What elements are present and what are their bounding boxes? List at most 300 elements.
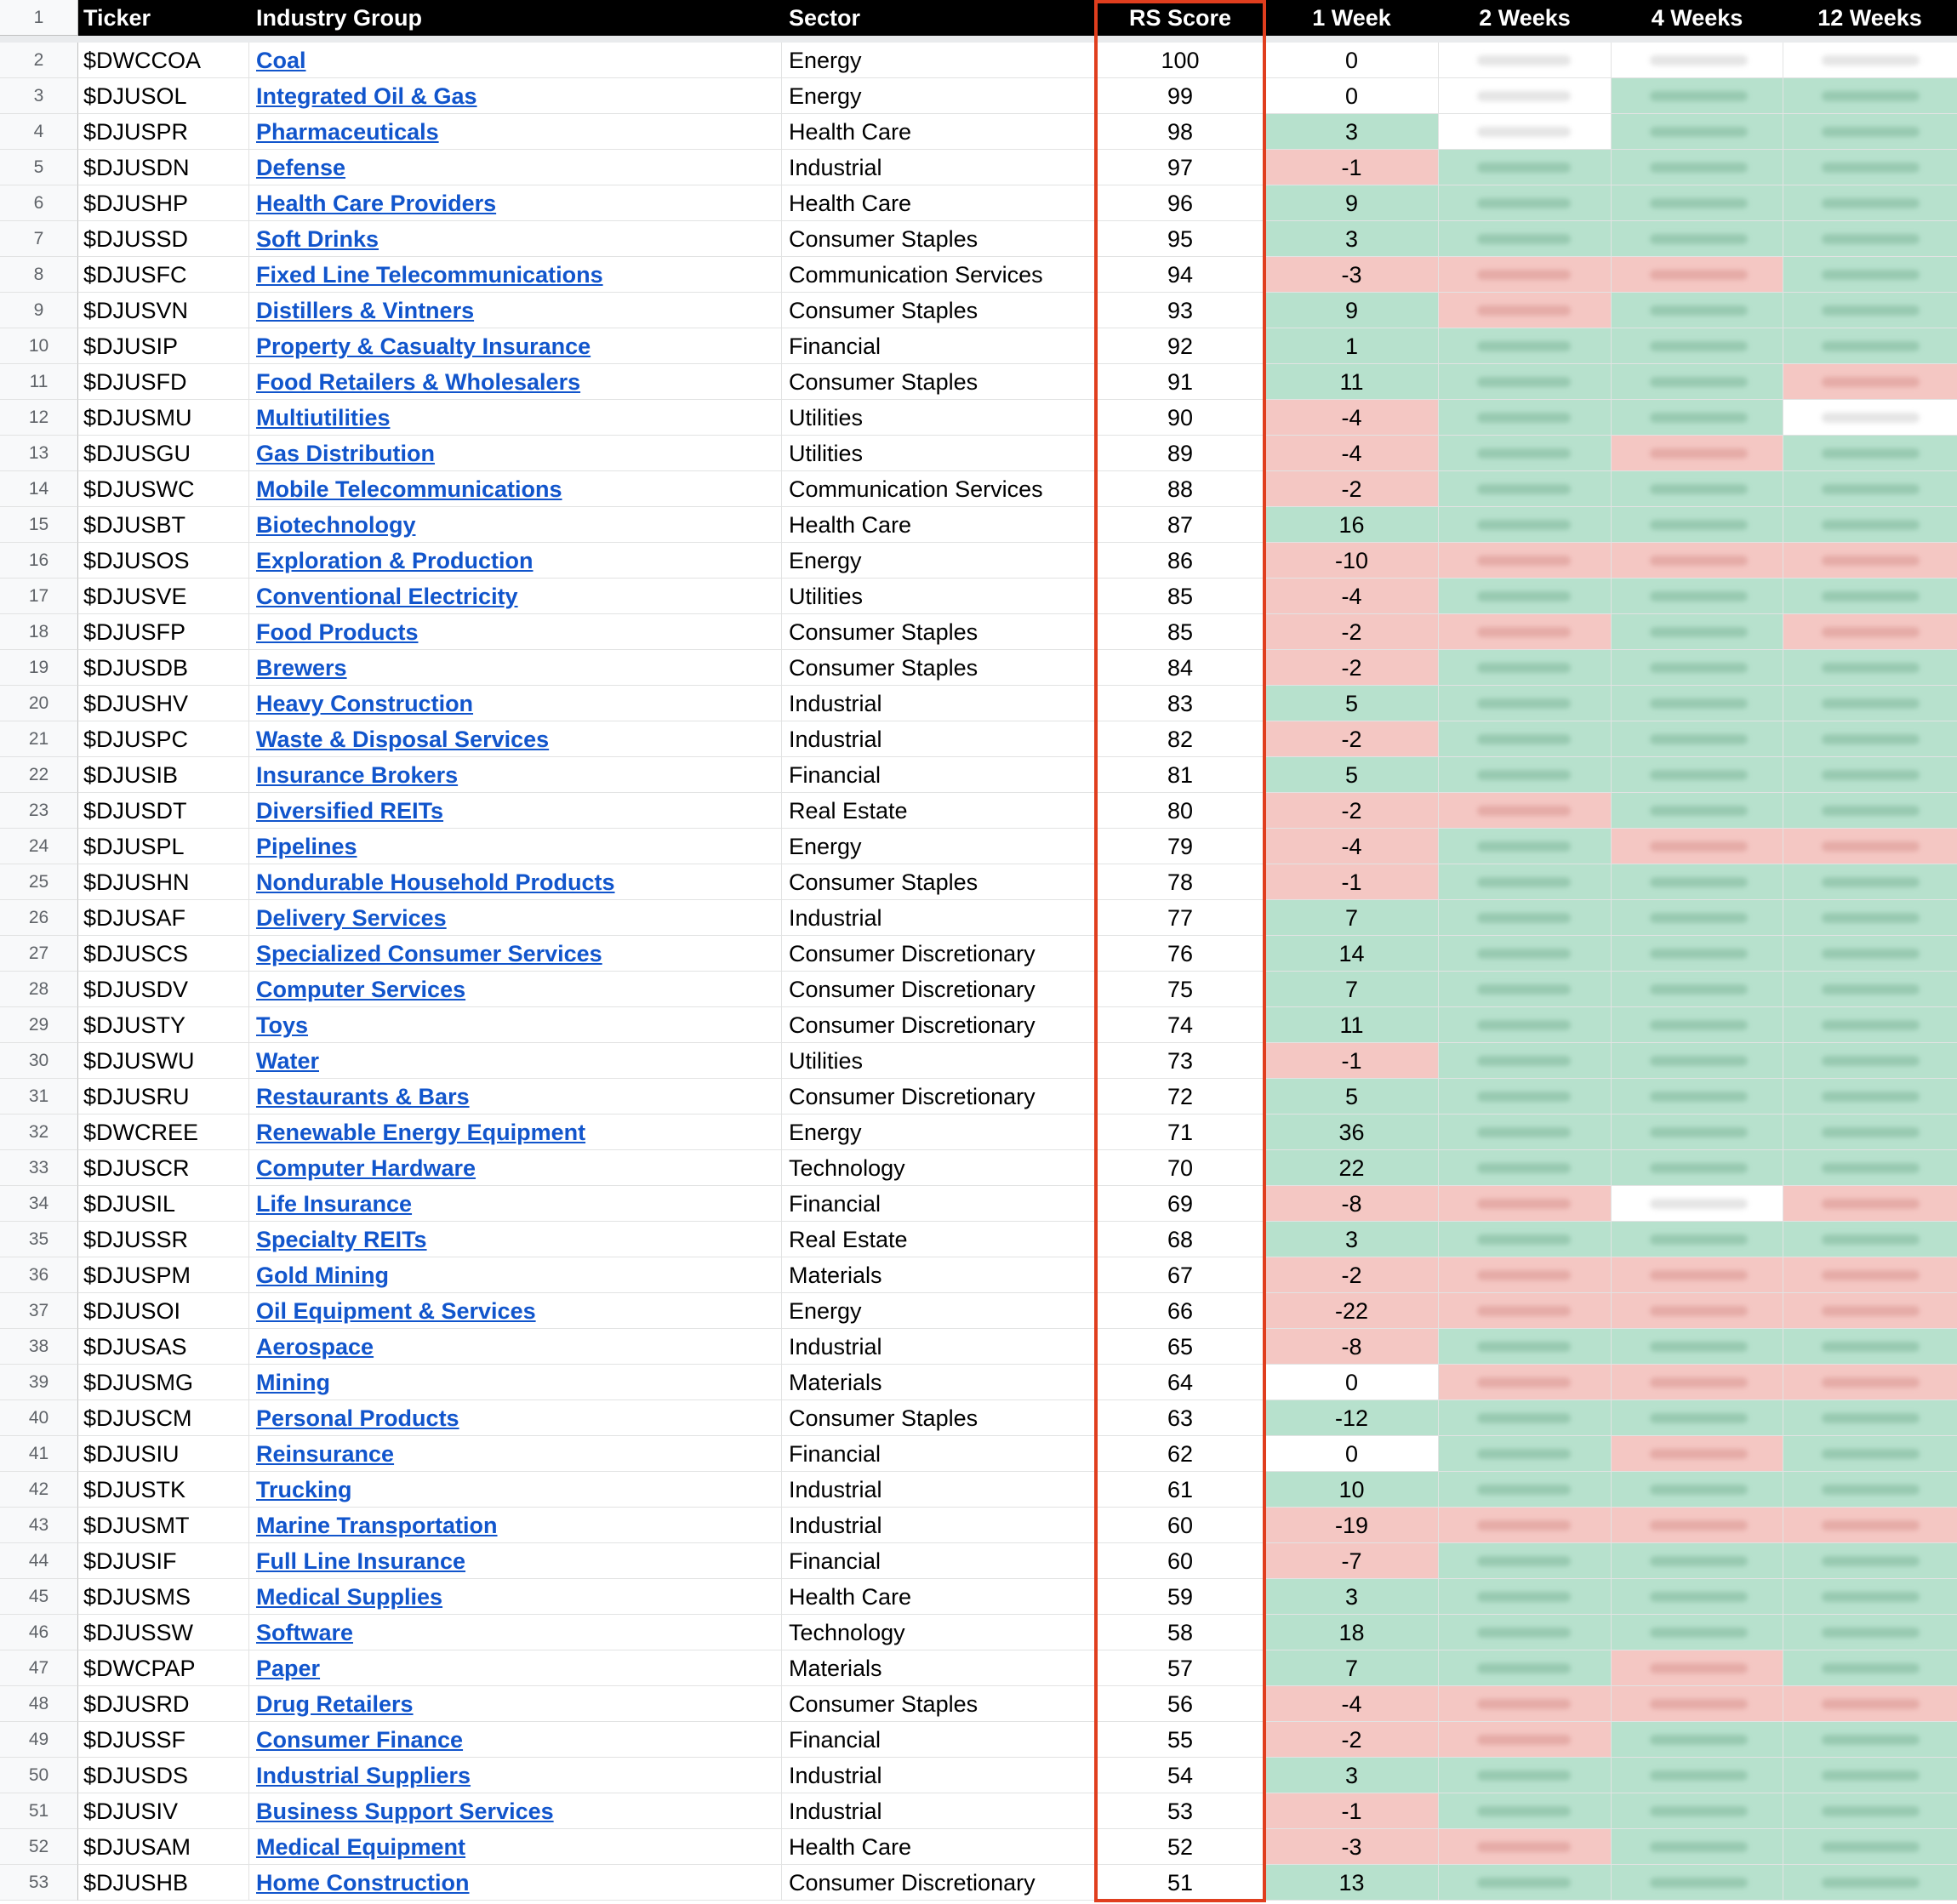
industry-group-cell[interactable] [249, 150, 782, 185]
sector-cell[interactable]: Financial [782, 1722, 1096, 1758]
ticker-cell[interactable]: $DJUSFP [78, 614, 249, 650]
week-1-change-cell[interactable]: -1 [1265, 1043, 1439, 1079]
week-1-change-cell[interactable]: -2 [1265, 1257, 1439, 1293]
ticker-cell[interactable]: $DJUSRU [78, 1079, 249, 1114]
week-12-change-cell[interactable] [1783, 257, 1957, 293]
rs-score-cell[interactable]: 57 [1096, 1650, 1265, 1686]
week-12-change-cell[interactable] [1783, 1686, 1957, 1722]
week-2-change-cell[interactable] [1439, 1186, 1612, 1222]
week-4-change-cell[interactable] [1612, 221, 1783, 257]
week-2-change-cell[interactable] [1439, 1150, 1612, 1186]
ticker-cell[interactable]: $DJUSWU [78, 1043, 249, 1079]
rs-score-cell[interactable]: 59 [1096, 1579, 1265, 1615]
row-number[interactable]: 3 [0, 78, 78, 114]
sector-cell[interactable]: Energy [782, 43, 1096, 78]
column-header-sector[interactable]: Sector [782, 0, 1096, 36]
rs-score-cell[interactable]: 60 [1096, 1543, 1265, 1579]
week-1-change-cell[interactable]: 11 [1265, 364, 1439, 400]
ticker-cell[interactable]: $DJUSSF [78, 1722, 249, 1758]
industry-group-cell[interactable] [249, 1579, 782, 1615]
rs-score-cell[interactable]: 79 [1096, 829, 1265, 864]
row-number[interactable]: 5 [0, 150, 78, 185]
ticker-cell[interactable]: $DJUSMS [78, 1579, 249, 1615]
week-12-change-cell[interactable] [1783, 1150, 1957, 1186]
industry-group-cell[interactable] [249, 864, 782, 900]
sector-cell[interactable]: Real Estate [782, 1222, 1096, 1257]
week-4-change-cell[interactable] [1612, 1114, 1783, 1150]
week-2-change-cell[interactable] [1439, 793, 1612, 829]
ticker-cell[interactable]: $DJUSHN [78, 864, 249, 900]
industry-group-cell[interactable] [249, 579, 782, 614]
week-2-change-cell[interactable] [1439, 543, 1612, 579]
week-12-change-cell[interactable] [1783, 1079, 1957, 1114]
week-12-change-cell[interactable] [1783, 1543, 1957, 1579]
row-number[interactable]: 11 [0, 364, 78, 400]
row-number[interactable]: 19 [0, 650, 78, 686]
week-1-change-cell[interactable]: 7 [1265, 972, 1439, 1007]
week-1-change-cell[interactable]: 5 [1265, 1079, 1439, 1114]
week-4-change-cell[interactable] [1612, 400, 1783, 436]
industry-group-cell[interactable] [249, 1400, 782, 1436]
sector-cell[interactable]: Energy [782, 829, 1096, 864]
industry-group-cell[interactable] [249, 1079, 782, 1114]
rs-score-cell[interactable]: 66 [1096, 1293, 1265, 1329]
week-2-change-cell[interactable] [1439, 614, 1612, 650]
ticker-cell[interactable]: $DJUSIU [78, 1436, 249, 1472]
sector-cell[interactable]: Consumer Discretionary [782, 1079, 1096, 1114]
ticker-cell[interactable]: $DJUSPC [78, 721, 249, 757]
ticker-cell[interactable]: $DWCCOA [78, 43, 249, 78]
industry-group-cell[interactable] [249, 757, 782, 793]
week-1-change-cell[interactable]: 3 [1265, 1579, 1439, 1615]
week-12-change-cell[interactable] [1783, 364, 1957, 400]
sector-cell[interactable]: Financial [782, 1543, 1096, 1579]
industry-group-cell[interactable] [249, 900, 782, 936]
week-1-change-cell[interactable]: 13 [1265, 1865, 1439, 1901]
week-12-change-cell[interactable] [1783, 1436, 1957, 1472]
week-4-change-cell[interactable] [1612, 1686, 1783, 1722]
week-2-change-cell[interactable] [1439, 507, 1612, 543]
week-4-change-cell[interactable] [1612, 936, 1783, 972]
week-12-change-cell[interactable] [1783, 864, 1957, 900]
row-number[interactable]: 27 [0, 936, 78, 972]
week-4-change-cell[interactable] [1612, 829, 1783, 864]
week-1-change-cell[interactable]: -1 [1265, 864, 1439, 900]
ticker-cell[interactable]: $DJUSOI [78, 1293, 249, 1329]
week-2-change-cell[interactable] [1439, 328, 1612, 364]
ticker-cell[interactable]: $DJUSCM [78, 1400, 249, 1436]
sector-cell[interactable]: Energy [782, 1293, 1096, 1329]
week-4-change-cell[interactable] [1612, 150, 1783, 185]
week-12-change-cell[interactable] [1783, 1865, 1957, 1901]
week-1-change-cell[interactable]: -3 [1265, 257, 1439, 293]
week-4-change-cell[interactable] [1612, 1650, 1783, 1686]
row-number[interactable]: 15 [0, 507, 78, 543]
sector-cell[interactable]: Materials [782, 1257, 1096, 1293]
week-2-change-cell[interactable] [1439, 1436, 1612, 1472]
week-1-change-cell[interactable]: -4 [1265, 1686, 1439, 1722]
sector-cell[interactable]: Industrial [782, 1329, 1096, 1365]
industry-group-cell[interactable] [249, 1114, 782, 1150]
sector-cell[interactable]: Financial [782, 1186, 1096, 1222]
industry-group-cell[interactable] [249, 1650, 782, 1686]
week-1-change-cell[interactable]: -8 [1265, 1186, 1439, 1222]
week-2-change-cell[interactable] [1439, 650, 1612, 686]
rs-score-cell[interactable]: 81 [1096, 757, 1265, 793]
industry-group-link[interactable]: Food Retailers & Wholesalers [256, 369, 581, 395]
industry-group-cell[interactable] [249, 614, 782, 650]
industry-group-link[interactable]: Oil Equipment & Services [256, 1298, 536, 1324]
week-1-change-cell[interactable]: -2 [1265, 614, 1439, 650]
ticker-cell[interactable]: $DJUSCR [78, 1150, 249, 1186]
ticker-cell[interactable]: $DJUSFD [78, 364, 249, 400]
week-1-change-cell[interactable]: 0 [1265, 1436, 1439, 1472]
industry-group-link[interactable]: Drug Retailers [256, 1691, 414, 1717]
industry-group-cell[interactable] [249, 1365, 782, 1400]
week-4-change-cell[interactable] [1612, 1722, 1783, 1758]
week-4-change-cell[interactable] [1612, 614, 1783, 650]
industry-group-link[interactable]: Multiutilities [256, 405, 391, 430]
week-4-change-cell[interactable] [1612, 185, 1783, 221]
week-4-change-cell[interactable] [1612, 1365, 1783, 1400]
week-12-change-cell[interactable] [1783, 1615, 1957, 1650]
week-12-change-cell[interactable] [1783, 793, 1957, 829]
industry-group-cell[interactable] [249, 1472, 782, 1508]
week-1-change-cell[interactable]: -8 [1265, 1329, 1439, 1365]
week-12-change-cell[interactable] [1783, 328, 1957, 364]
ticker-cell[interactable]: $DJUSHV [78, 686, 249, 721]
rs-score-cell[interactable]: 85 [1096, 614, 1265, 650]
industry-group-link[interactable]: Delivery Services [256, 905, 447, 931]
week-12-change-cell[interactable] [1783, 507, 1957, 543]
rs-score-cell[interactable]: 92 [1096, 328, 1265, 364]
industry-group-cell[interactable] [249, 543, 782, 579]
rs-score-cell[interactable]: 78 [1096, 864, 1265, 900]
week-1-change-cell[interactable]: -10 [1265, 543, 1439, 579]
sector-cell[interactable]: Consumer Staples [782, 221, 1096, 257]
ticker-cell[interactable]: $DJUSMG [78, 1365, 249, 1400]
week-4-change-cell[interactable] [1612, 543, 1783, 579]
row-number[interactable]: 42 [0, 1472, 78, 1508]
rs-score-cell[interactable]: 69 [1096, 1186, 1265, 1222]
ticker-cell[interactable]: $DJUSOS [78, 543, 249, 579]
industry-group-cell[interactable] [249, 1222, 782, 1257]
row-number[interactable]: 22 [0, 757, 78, 793]
week-2-change-cell[interactable] [1439, 1007, 1612, 1043]
week-12-change-cell[interactable] [1783, 185, 1957, 221]
industry-group-cell[interactable] [249, 328, 782, 364]
rs-score-cell[interactable]: 54 [1096, 1758, 1265, 1793]
row-number[interactable]: 45 [0, 1579, 78, 1615]
week-2-change-cell[interactable] [1439, 972, 1612, 1007]
row-number[interactable]: 48 [0, 1686, 78, 1722]
ticker-cell[interactable]: $DJUSVN [78, 293, 249, 328]
week-12-change-cell[interactable] [1783, 1114, 1957, 1150]
column-header-ticker[interactable]: Ticker [78, 0, 249, 36]
week-2-change-cell[interactable] [1439, 1400, 1612, 1436]
industry-group-link[interactable]: Heavy Construction [256, 691, 474, 716]
week-2-change-cell[interactable] [1439, 1865, 1612, 1901]
row-number[interactable]: 28 [0, 972, 78, 1007]
industry-group-link[interactable]: Biotechnology [256, 512, 416, 538]
industry-group-link[interactable]: Computer Hardware [256, 1155, 476, 1181]
week-1-change-cell[interactable]: -3 [1265, 1829, 1439, 1865]
column-header-1-week[interactable]: 1 Week [1265, 0, 1439, 36]
industry-group-cell[interactable] [249, 257, 782, 293]
industry-group-cell[interactable] [249, 364, 782, 400]
week-4-change-cell[interactable] [1612, 1543, 1783, 1579]
row-number[interactable]: 31 [0, 1079, 78, 1114]
industry-group-link[interactable]: Diversified REITs [256, 798, 444, 824]
week-4-change-cell[interactable] [1612, 1865, 1783, 1901]
week-4-change-cell[interactable] [1612, 43, 1783, 78]
row-number[interactable]: 4 [0, 114, 78, 150]
industry-group-cell[interactable] [249, 1257, 782, 1293]
industry-group-cell[interactable] [249, 1829, 782, 1865]
week-1-change-cell[interactable]: 3 [1265, 1758, 1439, 1793]
row-number[interactable]: 46 [0, 1615, 78, 1650]
sector-cell[interactable]: Communication Services [782, 471, 1096, 507]
rs-score-cell[interactable]: 100 [1096, 43, 1265, 78]
industry-group-cell[interactable] [249, 1686, 782, 1722]
industry-group-link[interactable]: Distillers & Vintners [256, 298, 475, 323]
row-number[interactable]: 36 [0, 1257, 78, 1293]
industry-group-link[interactable]: Defense [256, 155, 346, 180]
week-4-change-cell[interactable] [1612, 1436, 1783, 1472]
row-number[interactable]: 51 [0, 1793, 78, 1829]
week-1-change-cell[interactable]: -4 [1265, 436, 1439, 471]
week-12-change-cell[interactable] [1783, 114, 1957, 150]
week-2-change-cell[interactable] [1439, 686, 1612, 721]
industry-group-link[interactable]: Renewable Energy Equipment [256, 1120, 586, 1145]
row-number[interactable]: 49 [0, 1722, 78, 1758]
week-4-change-cell[interactable] [1612, 1043, 1783, 1079]
sector-cell[interactable]: Consumer Staples [782, 650, 1096, 686]
industry-group-cell[interactable] [249, 1436, 782, 1472]
sector-cell[interactable]: Utilities [782, 400, 1096, 436]
rs-score-cell[interactable]: 75 [1096, 972, 1265, 1007]
industry-group-cell[interactable] [249, 293, 782, 328]
ticker-cell[interactable]: $DJUSCS [78, 936, 249, 972]
industry-group-link[interactable]: Life Insurance [256, 1191, 413, 1217]
ticker-cell[interactable]: $DJUSDV [78, 972, 249, 1007]
week-4-change-cell[interactable] [1612, 114, 1783, 150]
sector-cell[interactable]: Consumer Staples [782, 864, 1096, 900]
week-2-change-cell[interactable] [1439, 1508, 1612, 1543]
week-2-change-cell[interactable] [1439, 757, 1612, 793]
week-2-change-cell[interactable] [1439, 221, 1612, 257]
week-12-change-cell[interactable] [1783, 1793, 1957, 1829]
row-number[interactable]: 37 [0, 1293, 78, 1329]
week-2-change-cell[interactable] [1439, 721, 1612, 757]
week-1-change-cell[interactable]: -2 [1265, 1722, 1439, 1758]
week-4-change-cell[interactable] [1612, 1007, 1783, 1043]
week-1-change-cell[interactable]: -2 [1265, 721, 1439, 757]
industry-group-link[interactable]: Exploration & Production [256, 548, 533, 573]
sector-cell[interactable]: Consumer Discretionary [782, 936, 1096, 972]
week-4-change-cell[interactable] [1612, 1508, 1783, 1543]
row-number[interactable]: 14 [0, 471, 78, 507]
week-12-change-cell[interactable] [1783, 1365, 1957, 1400]
industry-group-link[interactable]: Health Care Providers [256, 191, 497, 216]
industry-group-cell[interactable] [249, 686, 782, 721]
rs-score-cell[interactable]: 63 [1096, 1400, 1265, 1436]
week-4-change-cell[interactable] [1612, 1329, 1783, 1365]
week-2-change-cell[interactable] [1439, 1758, 1612, 1793]
week-2-change-cell[interactable] [1439, 1293, 1612, 1329]
ticker-cell[interactable]: $DJUSRD [78, 1686, 249, 1722]
ticker-cell[interactable]: $DJUSIL [78, 1186, 249, 1222]
row-number[interactable]: 47 [0, 1650, 78, 1686]
row-number-header[interactable]: 1 [0, 0, 78, 36]
rs-score-cell[interactable]: 91 [1096, 364, 1265, 400]
week-2-change-cell[interactable] [1439, 1079, 1612, 1114]
week-1-change-cell[interactable]: 18 [1265, 1615, 1439, 1650]
week-4-change-cell[interactable] [1612, 1793, 1783, 1829]
ticker-cell[interactable]: $DJUSMT [78, 1508, 249, 1543]
industry-group-cell[interactable] [249, 185, 782, 221]
week-2-change-cell[interactable] [1439, 579, 1612, 614]
industry-group-link[interactable]: Consumer Finance [256, 1727, 464, 1753]
week-4-change-cell[interactable] [1612, 436, 1783, 471]
sector-cell[interactable]: Energy [782, 78, 1096, 114]
week-12-change-cell[interactable] [1783, 400, 1957, 436]
week-4-change-cell[interactable] [1612, 1758, 1783, 1793]
week-1-change-cell[interactable]: 3 [1265, 114, 1439, 150]
sector-cell[interactable]: Energy [782, 543, 1096, 579]
sector-cell[interactable]: Utilities [782, 579, 1096, 614]
sector-cell[interactable]: Industrial [782, 721, 1096, 757]
ticker-cell[interactable]: $DJUSHB [78, 1865, 249, 1901]
week-2-change-cell[interactable] [1439, 1329, 1612, 1365]
week-12-change-cell[interactable] [1783, 1829, 1957, 1865]
row-number[interactable]: 7 [0, 221, 78, 257]
row-number[interactable]: 29 [0, 1007, 78, 1043]
week-12-change-cell[interactable] [1783, 43, 1957, 78]
sector-cell[interactable]: Health Care [782, 1579, 1096, 1615]
ticker-cell[interactable]: $DJUSIF [78, 1543, 249, 1579]
week-4-change-cell[interactable] [1612, 1829, 1783, 1865]
rs-score-cell[interactable]: 83 [1096, 686, 1265, 721]
industry-group-link[interactable]: Toys [256, 1012, 309, 1038]
row-number[interactable]: 26 [0, 900, 78, 936]
week-2-change-cell[interactable] [1439, 1650, 1612, 1686]
ticker-cell[interactable]: $DJUSTY [78, 1007, 249, 1043]
week-4-change-cell[interactable] [1612, 900, 1783, 936]
industry-group-link[interactable]: Trucking [256, 1477, 352, 1502]
column-header-2-weeks[interactable]: 2 Weeks [1439, 0, 1612, 36]
industry-group-link[interactable]: Medical Equipment [256, 1834, 466, 1860]
sector-cell[interactable]: Industrial [782, 1508, 1096, 1543]
week-2-change-cell[interactable] [1439, 1257, 1612, 1293]
row-number[interactable]: 8 [0, 257, 78, 293]
rs-score-cell[interactable]: 96 [1096, 185, 1265, 221]
industry-group-link[interactable]: Specialty REITs [256, 1227, 427, 1252]
row-number[interactable]: 20 [0, 686, 78, 721]
industry-group-link[interactable]: Medical Supplies [256, 1584, 443, 1610]
week-1-change-cell[interactable]: 9 [1265, 185, 1439, 221]
ticker-cell[interactable]: $DJUSMU [78, 400, 249, 436]
row-number[interactable]: 6 [0, 185, 78, 221]
row-number[interactable]: 43 [0, 1508, 78, 1543]
week-4-change-cell[interactable] [1612, 293, 1783, 328]
week-2-change-cell[interactable] [1439, 1114, 1612, 1150]
week-12-change-cell[interactable] [1783, 1293, 1957, 1329]
week-12-change-cell[interactable] [1783, 1650, 1957, 1686]
ticker-cell[interactable]: $DJUSDN [78, 150, 249, 185]
industry-group-cell[interactable] [249, 1758, 782, 1793]
week-2-change-cell[interactable] [1439, 471, 1612, 507]
week-12-change-cell[interactable] [1783, 1758, 1957, 1793]
rs-score-cell[interactable]: 73 [1096, 1043, 1265, 1079]
industry-group-link[interactable]: Pipelines [256, 834, 357, 859]
industry-group-cell[interactable] [249, 436, 782, 471]
week-4-change-cell[interactable] [1612, 328, 1783, 364]
rs-score-cell[interactable]: 62 [1096, 1436, 1265, 1472]
week-2-change-cell[interactable] [1439, 829, 1612, 864]
rs-score-cell[interactable]: 94 [1096, 257, 1265, 293]
sector-cell[interactable]: Consumer Staples [782, 364, 1096, 400]
industry-group-cell[interactable] [249, 43, 782, 78]
sector-cell[interactable]: Health Care [782, 1829, 1096, 1865]
row-number[interactable]: 40 [0, 1400, 78, 1436]
industry-group-link[interactable]: Mining [256, 1370, 330, 1395]
week-1-change-cell[interactable]: 16 [1265, 507, 1439, 543]
week-2-change-cell[interactable] [1439, 43, 1612, 78]
industry-group-cell[interactable] [249, 1793, 782, 1829]
week-1-change-cell[interactable]: -4 [1265, 579, 1439, 614]
week-1-change-cell[interactable]: 10 [1265, 1472, 1439, 1508]
week-4-change-cell[interactable] [1612, 1615, 1783, 1650]
industry-group-link[interactable]: Fixed Line Telecommunications [256, 262, 603, 288]
rs-score-cell[interactable]: 64 [1096, 1365, 1265, 1400]
ticker-cell[interactable]: $DJUSSR [78, 1222, 249, 1257]
rs-score-cell[interactable]: 89 [1096, 436, 1265, 471]
row-number[interactable]: 44 [0, 1543, 78, 1579]
rs-score-cell[interactable]: 56 [1096, 1686, 1265, 1722]
row-number[interactable]: 52 [0, 1829, 78, 1865]
ticker-cell[interactable]: $DJUSDS [78, 1758, 249, 1793]
week-4-change-cell[interactable] [1612, 78, 1783, 114]
rs-score-cell[interactable]: 53 [1096, 1793, 1265, 1829]
ticker-cell[interactable]: $DJUSAM [78, 1829, 249, 1865]
rs-score-cell[interactable]: 76 [1096, 936, 1265, 972]
industry-group-link[interactable]: Gold Mining [256, 1263, 389, 1288]
sector-cell[interactable]: Consumer Discretionary [782, 972, 1096, 1007]
week-12-change-cell[interactable] [1783, 1222, 1957, 1257]
week-4-change-cell[interactable] [1612, 1293, 1783, 1329]
industry-group-link[interactable]: Food Products [256, 619, 419, 645]
industry-group-cell[interactable] [249, 1615, 782, 1650]
week-12-change-cell[interactable] [1783, 471, 1957, 507]
week-1-change-cell[interactable]: 3 [1265, 221, 1439, 257]
industry-group-link[interactable]: Nondurable Household Products [256, 869, 615, 895]
ticker-cell[interactable]: $DJUSBT [78, 507, 249, 543]
industry-group-link[interactable]: Business Support Services [256, 1799, 554, 1824]
industry-group-cell[interactable] [249, 1329, 782, 1365]
week-4-change-cell[interactable] [1612, 579, 1783, 614]
sector-cell[interactable]: Industrial [782, 686, 1096, 721]
industry-group-link[interactable]: Computer Services [256, 977, 466, 1002]
week-1-change-cell[interactable]: -1 [1265, 150, 1439, 185]
week-2-change-cell[interactable] [1439, 1222, 1612, 1257]
week-1-change-cell[interactable]: 1 [1265, 328, 1439, 364]
row-number[interactable]: 2 [0, 43, 78, 78]
rs-score-cell[interactable]: 65 [1096, 1329, 1265, 1365]
week-4-change-cell[interactable] [1612, 686, 1783, 721]
ticker-cell[interactable]: $DJUSFC [78, 257, 249, 293]
industry-group-link[interactable]: Integrated Oil & Gas [256, 83, 477, 109]
